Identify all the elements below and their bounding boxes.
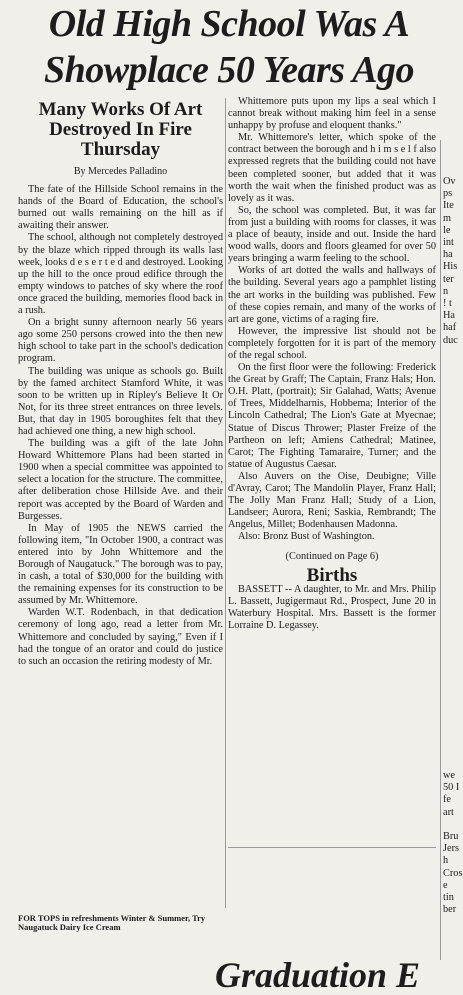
section-divider — [228, 847, 436, 848]
paragraph: Also: Bronz Bust of Washington. — [238, 531, 375, 543]
paragraph: Also Auvers on the Oise, Deubigne; Ville d'Avray, Carot; The Mandolin Player, Franz Hall; The Jolly Man Franz Hall; Study of a Lion, Landseer; Aurora, Reni; Saskia, Rembrandt; The Angelus, Millet; Bodenhausen Madonna. — [228, 470, 436, 531]
edge-fragment-line: Ha — [443, 310, 456, 322]
paragraph: Whittemore puts upon my lips a seal which I cannot break without making him feel in a sense unhappy by profuse and eloquent thanks." — [228, 96, 436, 132]
edge-fragment-line: ps — [443, 188, 453, 200]
paragraph: The school, although not completely destroyed by the blaze which ripped through its walls last week, looks d e s e r t e d and destroyed. Looking up the hill to the once proud edifice through the empty windows to patches of sky where the roof once graced the building, memories flood back in a rush. — [18, 232, 223, 317]
edge-fragment-line: duc — [443, 334, 458, 346]
paragraph: However, the impressive list should not be completely forgotten for it is part of the memory of the regal school. — [228, 325, 436, 361]
adjacent-column-fragment-bottom — [443, 770, 463, 916]
edge-fragment-line: Cros — [443, 867, 463, 879]
column-divider — [225, 98, 226, 908]
article-column-2 — [228, 96, 436, 632]
headline-line-2: Showplace 50 Years Ago — [43, 49, 415, 91]
paragraph: Warden W.T. Rodenbach, in that dedication ceremony of long ago, read a letter from Mr. Whittemore and concluded by saying," Even if I had the tongue of an orator and could do justice to such an occasion the retiring modesty of Mr. — [18, 607, 223, 667]
edge-fragment-line — [443, 819, 463, 831]
article-subhead: Many Works Of Art Destroyed In Fire Thursday — [38, 99, 203, 160]
paragraph: The fate of the Hillside School remains in the hands of the Board of Education, the school's burned out walls remaining on the hill as if awaiting their answer. — [18, 184, 223, 232]
paragraph: Mr. Whittemore's letter, which spoke of the contract between the borough and h i m s e l f also expressed regrets that the building could not have been completed sooner, but added that it was worth the wait when the finished product was as lovely as it was. — [228, 132, 436, 204]
article-byline: By Mercedes Palladino — [73, 166, 168, 177]
paragraph: On a bright sunny afternoon nearly 56 years ago some 250 persons crowed into the then new high school to take part in the school's dedication program. — [18, 317, 223, 365]
edge-fragment-line: Bru — [443, 831, 459, 843]
edge-fragment-line: His — [443, 261, 458, 273]
edge-fragment-line: fe — [443, 794, 451, 806]
edge-fragment-line: le — [443, 224, 451, 236]
right-column-divider — [440, 140, 441, 960]
paragraph: Works of art dotted the walls and hallways of the building. Several years ago a pamphlet listing the art works in the building was published. Few of these copies remain, and many of the works of art are gone, victims of a raging fire. — [228, 265, 436, 325]
footer-advertisement: FOR TOPS in refreshments Winter & Summer, Try Naugatuck Dairy Ice Cream — [18, 913, 206, 932]
edge-fragment-line: e — [443, 879, 448, 891]
next-article-headline-fragment: Graduation E — [215, 955, 421, 995]
headline-line-1: Old High School Was A — [48, 3, 410, 45]
edge-fragment-line: we — [443, 770, 456, 781]
paragraph: In May of 1905 the NEWS carried the following item, "In October 1900, a contract was entered into by John Whittemore and the Borough of Naugatuck." The borough was to pay, in cash, a total of $30,000 for the building with the remaining expenses for its construction to be assumed by Mr. Whittemore. — [18, 522, 223, 607]
births-notice: BASSETT -- A daughter, to Mr. and Mrs. Philip L. Bassett, Jugigermaut Rd., Prospect, June 20 in Waterbury Hospital. Mrs. Bassett is the former Lorraine D. Legassey. — [228, 583, 436, 631]
edge-fragment-line: art — [443, 806, 454, 818]
article-column-1 — [18, 96, 223, 668]
paragraph: On the first floor were the following: Frederick the Great by Graff; The Captain, Franz Hals; Hon. O.H. Platt, (portrait); Sir Galahad, Watts; Avenue of Trees, Middelharnis, Hobbema; Interior of the Lincoln Cathedral; The Lion's Gate at Myecnae; Statue of Discus Thrower; Plaster Freize of the Partheon on left; Amiens Cathedral; Matinee, Carot; The Fighting Tamaraire, Turner; and the statue of Augustus Caesar. — [228, 362, 436, 470]
edge-fragment-line: tin — [443, 892, 454, 904]
edge-fragment-line: n — [443, 285, 449, 297]
paragraph: So, the school was completed. But, it was far from just a building with rooms for classes, it was a place of beauty, inside and out. Inside the hard wood walls, doors and floors gleamed for over 50 years bringing a warm feeling to the school. — [228, 204, 436, 265]
paragraph: The building was a gift of the late John Howard Whittemore Plans had been started in 1900 when a special committee was appointed to select a location for the structure. The committee, after deliberation chose Hillside Ave. and their report was accepted by the Board of Warden and Burgesses. — [18, 438, 223, 522]
edge-fragment-line: ha — [443, 249, 453, 261]
edge-fragment-line: ter — [443, 273, 454, 285]
edge-fragment-line: 50 I — [443, 782, 460, 794]
edge-fragment-line: haf — [443, 322, 457, 334]
edge-fragment-line: h — [443, 855, 449, 867]
births-heading: Births — [306, 564, 358, 586]
adjacent-column-fragment-top — [443, 176, 463, 347]
edge-fragment-line: ber — [443, 904, 457, 916]
edge-fragment-line: m — [443, 212, 452, 224]
edge-fragment-line: Ite — [443, 200, 454, 212]
edge-fragment-line: int — [443, 237, 454, 249]
paragraph: The building was unique as schools go. Built by the famed architect Stamford White, it was soon to be written up in Ripley's Believe It Or Not, for its three street entrances on three levels. But, that day in 1905 boroughites felt that they had achieved one thing, a new high school. — [18, 365, 223, 437]
continued-note: (Continued on Page 6) — [285, 551, 379, 563]
edge-fragment-line: Jers — [443, 843, 460, 855]
edge-fragment-line: Ov — [443, 176, 456, 187]
edge-fragment-line: ! t — [443, 298, 452, 310]
